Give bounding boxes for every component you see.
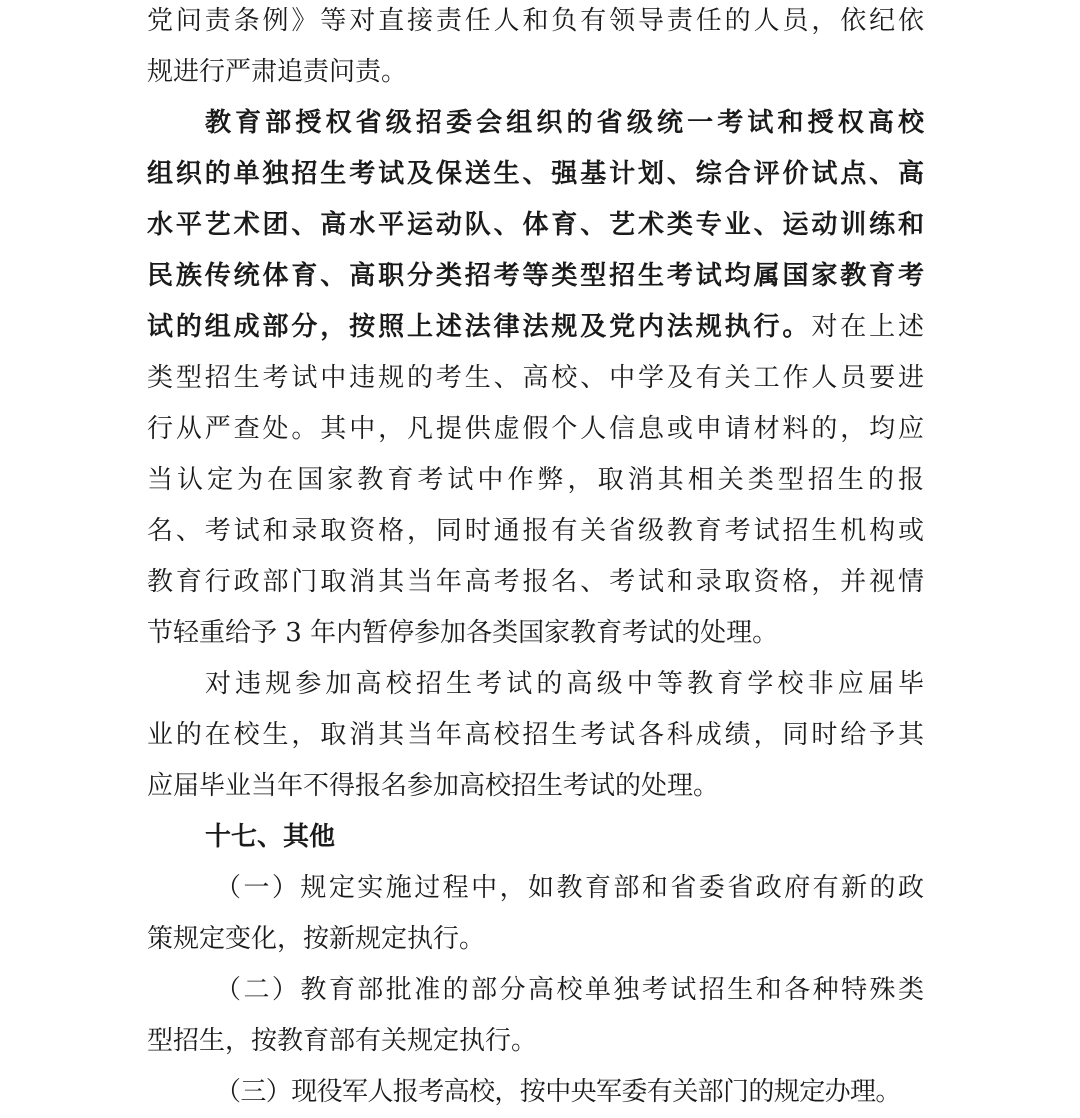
document-page <box>147 0 924 1118</box>
text-line: 业的在校生，取消其当年高校招生考试各科成绩，同时给予其 <box>147 720 924 750</box>
bold-paragraph-line: 组织的单独招生考试及保送生、强基计划、综合评价试点、高 <box>147 159 924 189</box>
mixed-line <box>147 302 924 353</box>
text-line: （一）规定实施过程中，如教育部和省委省政府有新的政 <box>215 873 924 903</box>
bold-paragraph-line: 教育部授权省级招委会组织的省级统一考试和授权高校 <box>205 108 924 138</box>
text-line: 当认定为在国家教育考试中作弊，取消其相关类型招生的报 <box>147 465 924 495</box>
text-line: 策规定变化，按新规定执行。 <box>147 924 486 954</box>
text-line: 名、考试和录取资格，同时通报有关省级教育考试招生机构或 <box>147 516 924 546</box>
text-line: （二）教育部批准的部分高校单独考试招生和各种特殊类 <box>215 975 924 1005</box>
plain-segment: 对在上述 <box>811 312 924 342</box>
text-line: 应届毕业当年不得报名参加高校招生考试的处理。 <box>147 771 720 801</box>
text-line: 类型招生考试中违规的考生、高校、中学及有关工作人员要进 <box>147 363 924 393</box>
text-line: 节轻重给予 3 年内暂停参加各类国家教育考试的处理。 <box>147 618 779 648</box>
text-line: 教育行政部门取消其当年高考报名、考试和录取资格，并视情 <box>147 567 924 597</box>
text-line: 行从严查处。其中，凡提供虚假个人信息或申请材料的，均应 <box>147 414 924 444</box>
text-line: （三）现役军人报考高校，按中央军委有关部门的规定办理。 <box>215 1077 901 1107</box>
bold-segment: 试的组成部分，按照上述法律法规及党内法规执行。 <box>147 312 812 342</box>
bold-paragraph-line: 水平艺术团、高水平运动队、体育、艺术类专业、运动训练和 <box>147 210 924 240</box>
text-line: 对违规参加高校招生考试的高级中等教育学校非应届毕 <box>205 669 924 699</box>
text-line: 型招生，按教育部有关规定执行。 <box>147 1026 538 1056</box>
text-line: 党问责条例》等对直接责任人和负有领导责任的人员，依纪依 <box>147 6 924 36</box>
text-line: 规进行严肃追责问责。 <box>147 57 408 87</box>
bold-paragraph-line: 民族传统体育、高职分类招考等类型招生考试均属国家教育考 <box>147 261 924 291</box>
section-heading: 十七、其他 <box>205 822 336 852</box>
